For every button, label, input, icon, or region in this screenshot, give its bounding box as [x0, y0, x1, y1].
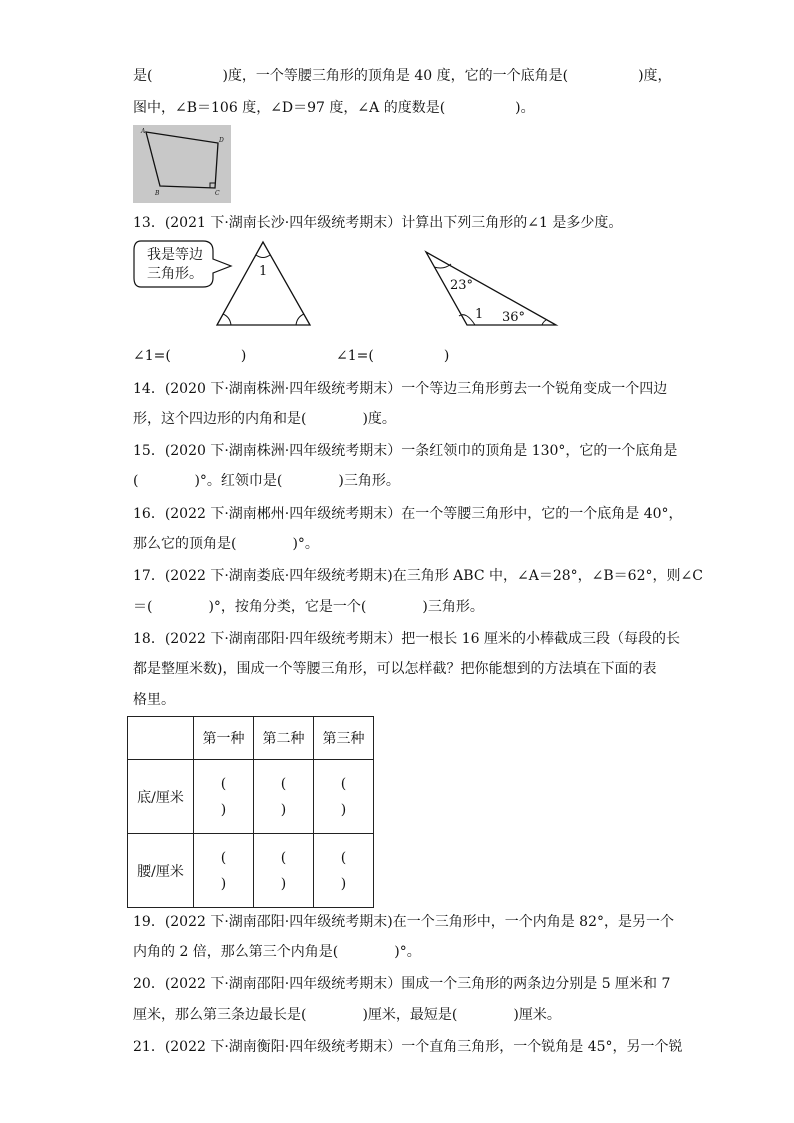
- question-14-line-1: 14．(2020 下·湖南株洲·四年级统考期末）一个等边三角形剪去一个锐角变成一个四边: [133, 381, 668, 397]
- question-16-line-2: 那么它的顶角是( )°。: [133, 536, 319, 552]
- question-19-line-1: 19．(2022 下·湖南邵阳·四年级统考期末)在一个三角形中，一个内角是 82°，是另一个: [133, 914, 674, 930]
- vertex-label-a: A: [141, 128, 146, 135]
- answer-cell[interactable]: [314, 834, 374, 908]
- row-label-base: 底/厘米: [128, 760, 194, 834]
- paren-open: (: [220, 849, 227, 866]
- paren-close: ): [280, 801, 287, 818]
- question-17-line-1: 17．(2022 下·湖南娄底·四年级统考期末)在三角形 ABC 中，∠A＝28°，∠B＝62°，则∠C: [133, 568, 703, 584]
- table-header-cell: [128, 717, 194, 760]
- table-header-cell: 第一种: [194, 717, 254, 760]
- angle-one-label: 1: [259, 264, 268, 279]
- question-12-line-1: 是( )度，一个等腰三角形的顶角是 40 度，它的一个底角是( )度，: [133, 68, 672, 84]
- angle-36-label: 36°: [502, 310, 526, 325]
- top-angle-arc: [256, 255, 270, 258]
- paren-close: ): [340, 875, 347, 892]
- question-13: 13．(2021 下·湖南长沙·四年级统考期末）计算出下列三角形的∠1 是多少度。: [133, 215, 623, 231]
- right-angle-arc: [296, 314, 304, 325]
- paren-open: (: [280, 849, 287, 866]
- vertex-label-b: B: [155, 190, 160, 197]
- angle-1-label: 1: [475, 307, 484, 322]
- paren-open: (: [220, 775, 227, 792]
- table-header-cell: 第三种: [314, 717, 374, 760]
- question-19-line-2: 内角的 2 倍，那么第三个内角是( )°。: [133, 944, 421, 960]
- angle-23-label: 23°: [450, 278, 474, 293]
- table-row: [128, 834, 374, 908]
- question-17-line-2: ＝( )°，按角分类，它是一个( )三角形。: [133, 599, 484, 615]
- answer-cell[interactable]: [194, 834, 254, 908]
- table-header-cell: 第二种: [254, 717, 314, 760]
- vertex-label-c: C: [215, 190, 220, 197]
- table-header-row: [128, 717, 374, 760]
- paren-open: (: [340, 775, 347, 792]
- answer-13-left: ∠1=( ): [133, 348, 247, 364]
- angle-36-arc: [542, 320, 546, 325]
- question-14-line-2: 形，这个四边形的内角和是( )度。: [133, 411, 396, 427]
- bubble-text-1: 我是等边: [147, 247, 203, 263]
- paren-open: (: [280, 775, 287, 792]
- question-18-line-1: 18．(2022 下·湖南邵阳·四年级统考期末）把一根长 16 厘米的小棒截成三段（每段的长: [133, 631, 680, 647]
- question-15-line-2: ( )°。红领巾是( )三角形。: [133, 473, 400, 489]
- equilateral-triangle: [217, 242, 310, 325]
- paren-open: (: [340, 849, 347, 866]
- quadrilateral-figure: [133, 125, 231, 203]
- obtuse-triangle-figure: [420, 248, 562, 330]
- equilateral-triangle-figure: [133, 238, 323, 330]
- question-16-line-1: 16．(2022 下·湖南郴州·四年级统考期末）在一个等腰三角形中，它的一个底角是 40°，: [133, 506, 683, 522]
- left-angle-arc: [223, 314, 231, 325]
- paren-close: ): [280, 875, 287, 892]
- answer-13-right: ∠1=( ): [336, 348, 450, 364]
- answer-cell[interactable]: [254, 760, 314, 834]
- question-21-line-1: 21．(2022 下·湖南衡阳·四年级统考期末）一个直角三角形，一个锐角是 45°，另一个锐: [133, 1039, 683, 1055]
- question-20-line-2: 厘米，那么第三条边最长是( )厘米，最短是( )厘米。: [133, 1007, 561, 1023]
- question-15-line-1: 15．(2020 下·湖南株洲·四年级统考期末）一条红领巾的顶角是 130°，它的一个底角是: [133, 443, 678, 459]
- table-row: [128, 760, 374, 834]
- answer-cell[interactable]: [254, 834, 314, 908]
- paren-close: ): [220, 875, 227, 892]
- obtuse-triangle: [426, 252, 556, 325]
- vertex-label-d: D: [219, 137, 224, 144]
- row-label-leg: 腰/厘米: [128, 834, 194, 908]
- question-20-line-1: 20．(2022 下·湖南邵阳·四年级统考期末）围成一个三角形的两条边分别是 5 厘米和 7: [133, 976, 671, 992]
- answer-cell[interactable]: [194, 760, 254, 834]
- answer-cell[interactable]: [314, 760, 374, 834]
- question-18-line-2: 都是整厘米数)，围成一个等腰三角形，可以怎样截？把你能想到的方法填在下面的表: [133, 661, 657, 677]
- question-12-line-2: 图中，∠B＝106 度，∠D＝97 度，∠A 的度数是( )。: [133, 100, 535, 116]
- paren-close: ): [220, 801, 227, 818]
- bubble-text-2: 三角形。: [147, 266, 203, 282]
- question-18-line-3: 格里。: [133, 692, 175, 708]
- answer-table: [127, 716, 374, 908]
- paren-close: ): [340, 801, 347, 818]
